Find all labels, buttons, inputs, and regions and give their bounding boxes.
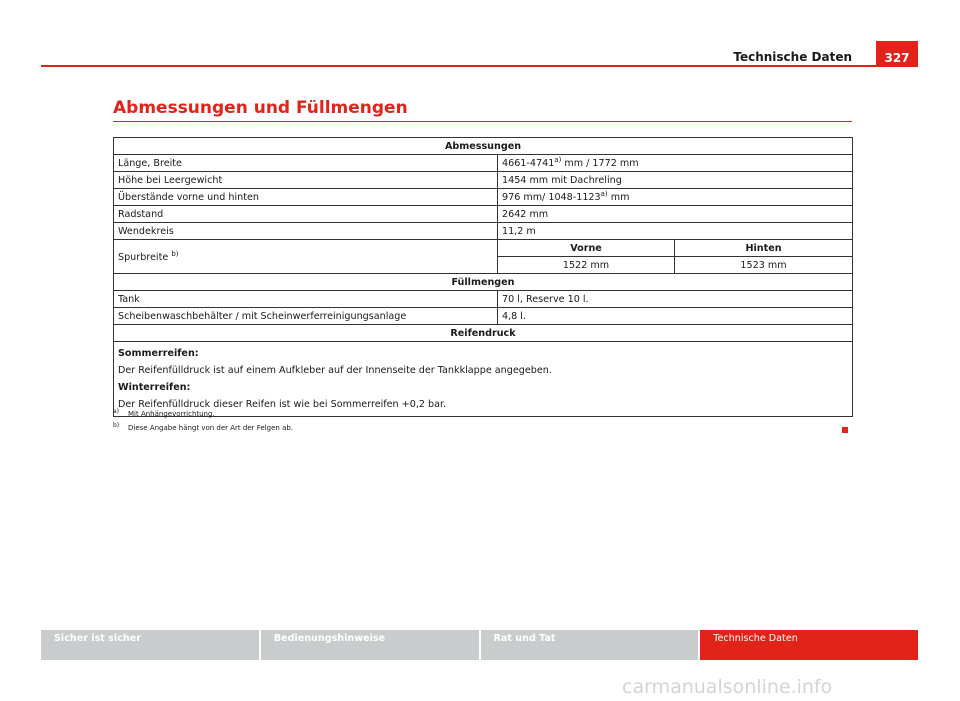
summer-tyres-text: Der Reifenfülldruck ist auf einem Aufkleber auf der Innenseite der Tankklappe angegeben.	[118, 365, 552, 376]
table-section-header	[114, 138, 853, 155]
table-row	[114, 308, 853, 325]
row-label: Tank	[114, 291, 498, 308]
table-row	[114, 240, 853, 257]
tyre-pressure-heading: Reifendruck	[114, 325, 853, 342]
table-row	[114, 206, 853, 223]
winter-tyres-title: Winterreifen:	[118, 382, 191, 393]
track-rear-header: Hinten	[675, 240, 853, 257]
row-label: Wendekreis	[114, 223, 498, 240]
footnote-ref: b)	[171, 249, 179, 258]
watermark: carmanualsonline.info	[622, 676, 833, 698]
table-row	[114, 342, 853, 417]
table-row	[114, 189, 853, 206]
table-row	[114, 172, 853, 189]
tab-sicher-ist-sicher[interactable]: Sicher ist sicher	[41, 630, 259, 660]
dimensions-heading: Abmessungen	[114, 138, 853, 155]
row-value: 4,8 l.	[498, 308, 853, 325]
track-label-text: Spurbreite	[118, 252, 169, 264]
footnote-ref: a)	[600, 190, 608, 199]
row-value: 11,2 m	[498, 223, 853, 240]
tab-bedienungshinweise[interactable]: Bedienungshinweise	[261, 630, 479, 660]
footnote-ref: a)	[554, 156, 562, 165]
row-value: 1454 mm mit Dachreling	[498, 172, 853, 189]
value-text: mm	[607, 192, 630, 204]
section-end-square-icon	[842, 427, 848, 433]
track-front-header: Vorne	[498, 240, 675, 257]
tyre-pressure-info	[114, 342, 853, 417]
value-text: 4661-4741	[502, 158, 555, 170]
row-value: 70 l, Reserve 10 l.	[498, 291, 853, 308]
footnote	[113, 421, 293, 435]
specifications-table	[113, 137, 853, 417]
header-title: Technische Daten	[733, 50, 852, 64]
tab-rat-und-tat[interactable]: Rat und Tat	[481, 630, 699, 660]
winter-tyres-text: Der Reifenfülldruck dieser Reifen ist wie bei Sommerreifen +0,2 bar.	[118, 399, 447, 410]
table-row	[114, 155, 853, 172]
row-label: Überstände vorne und hinten	[114, 189, 498, 206]
section-title: Abmessungen und Füllmengen	[113, 98, 408, 118]
row-value	[498, 189, 853, 206]
section-rule	[113, 121, 852, 122]
header-rule	[41, 65, 918, 67]
footnotes	[113, 407, 293, 435]
tab-technische-daten[interactable]: Technische Daten	[700, 630, 918, 660]
footnote-text: Diese Angabe hängt von der Art der Felgen ab.	[128, 424, 294, 432]
footnote	[113, 407, 293, 421]
track-front-value: 1522 mm	[498, 257, 675, 274]
row-label: Länge, Breite	[114, 155, 498, 172]
footnote-mark: a)	[113, 407, 120, 415]
capacities-heading: Füllmengen	[114, 274, 853, 291]
page-number: 327	[876, 41, 918, 67]
footnote-text: Mit Anhängevorrichtung.	[128, 410, 215, 418]
row-label: Höhe bei Leergewicht	[114, 172, 498, 189]
footnote-mark: b)	[113, 421, 120, 429]
table-section-header	[114, 274, 853, 291]
table-row	[114, 223, 853, 240]
chapter-navigation	[41, 630, 918, 660]
table-row	[114, 291, 853, 308]
value-text: 976 mm/ 1048-1123	[502, 192, 601, 204]
row-label: Radstand	[114, 206, 498, 223]
track-rear-value: 1523 mm	[675, 257, 853, 274]
row-value	[498, 155, 853, 172]
table-section-header	[114, 325, 853, 342]
summer-tyres-title: Sommerreifen:	[118, 348, 199, 359]
row-value: 2642 mm	[498, 206, 853, 223]
value-text: mm / 1772 mm	[561, 158, 639, 170]
track-label	[114, 240, 498, 274]
row-label: Scheibenwaschbehälter / mit Scheinwerferreinigungsanlage	[114, 308, 498, 325]
